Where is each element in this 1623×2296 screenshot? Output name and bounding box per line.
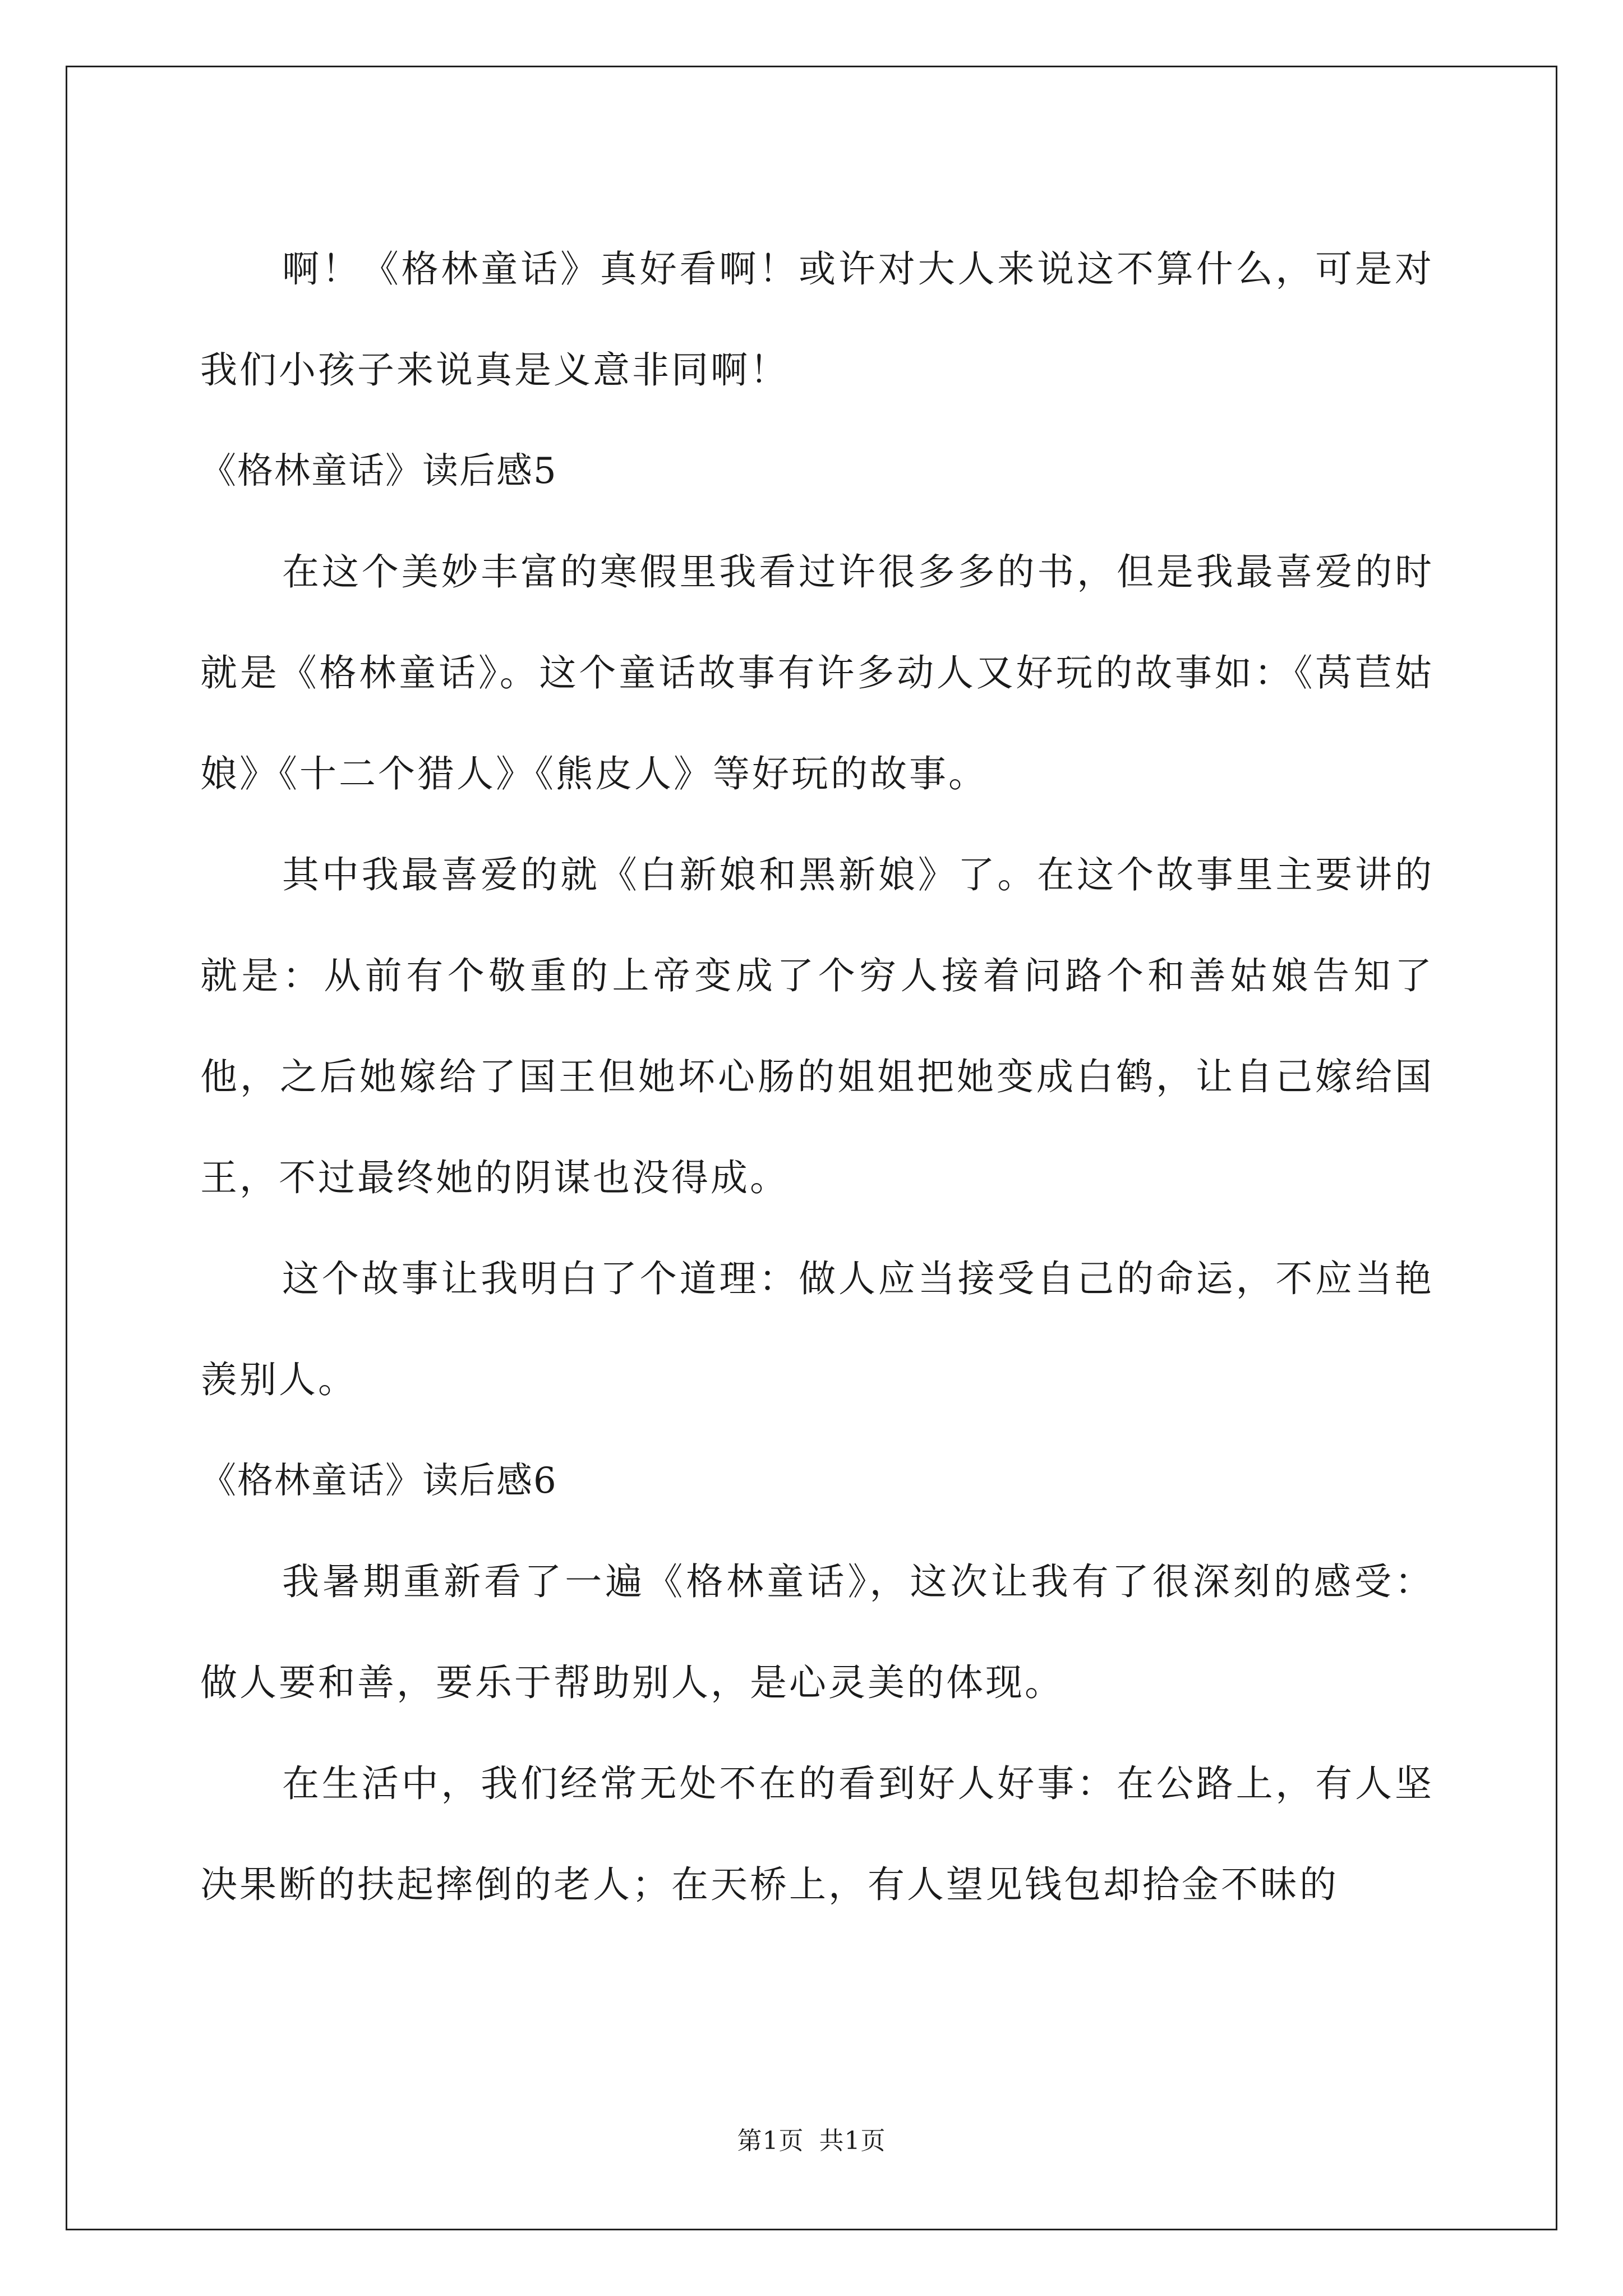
page-footer [0,2120,1623,2156]
paragraph-review-6-2: 在生活中，我们经常无处不在的看到好人好事：在公路上，有人坚决果断的扶起摔倒的老人；在天桥上，有人望见钱包却拾金不昧的 [200,1762,1434,1906]
page-number: 第1页 [737,2127,804,2155]
document-body [200,219,1434,1935]
page-total: 共1页 [819,2127,886,2155]
heading-review-5: 《格林童话》读后感5 [200,450,557,492]
paragraph-intro-end: 啊！《格林童话》真好看啊！或许对大人来说这不算什么，可是对我们小孩子来说真是义意非同啊！ [200,247,1434,392]
paragraph-review-5-2: 其中我最喜爱的就《白新娘和黑新娘》了。在这个故事里主要讲的就是：从前有个敬重的上帝变成了个穷人接着问路个和善姑娘告知了他，之后她嫁给了国王但她坏心肠的姐姐把她变成白鹤，让自己嫁给国王，不过最终她的阴谋也没得成。 [200,853,1434,1199]
paragraph-review-5-3: 这个故事让我明白了个道理：做人应当接受自己的命运，不应当艳羡别人。 [200,1257,1434,1401]
paragraph-review-5-1: 在这个美妙丰富的寒假里我看过许很多多的书，但是我最喜爱的时就是《格林童话》。这个童话故事有许多动人又好玩的故事如：《莴苣姑娘》《十二个猎人》《熊皮人》等好玩的故事。 [200,550,1434,795]
heading-review-6: 《格林童话》读后感6 [200,1460,557,1502]
paragraph-review-6-1: 我暑期重新看了一遍《格林童话》，这次让我有了很深刻的感受：做人要和善，要乐于帮助别人，是心灵美的体现。 [200,1560,1434,1704]
